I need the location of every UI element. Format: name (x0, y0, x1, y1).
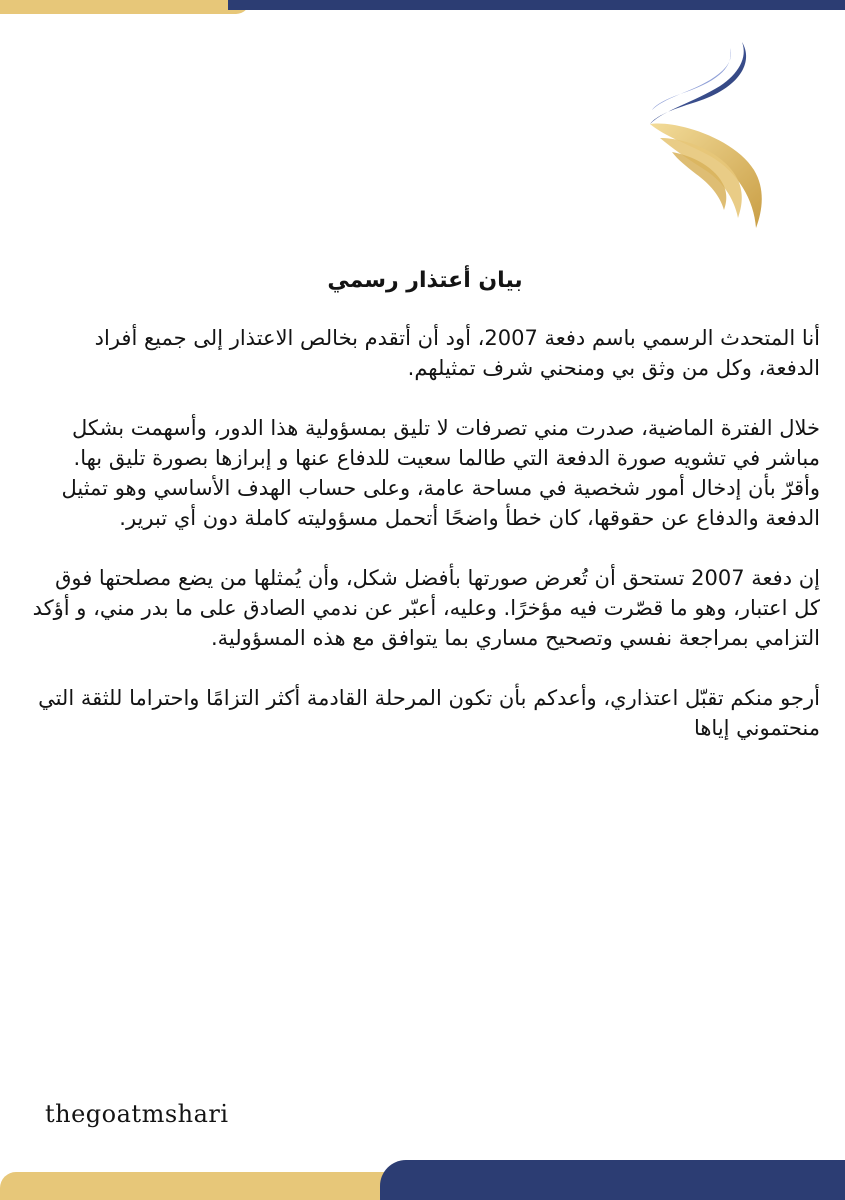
paragraph-1: أنا المتحدث الرسمي باسم دفعة 2007، أود أن أتقدم بخالص الاعتذار إلى جميع أفراد الدفعة، وكل من وثق بي ومنحني شرف تمثيلهم. (94, 326, 820, 380)
swoosh-logo-icon (630, 40, 770, 230)
apology-letter (30, 268, 820, 773)
top-navy-bar (228, 0, 845, 10)
paragraph-2: خلال الفترة الماضية، صدرت مني تصرفات لا تليق بمسؤولية هذا الدور، وأسهمت بشكل مباشر في تشويه صورة الدفعة التي طالما سعيت للدفاع عنها و إبرازها بصورة تليق بها. وأقرّ بأن إدخال أمور شخصية في مساحة عامة، وعلى حساب الهدف الأساسي وهو تمثيل الدفعة والدفاع عن حقوقها، كان خطأ واضحًا أتحمل مسؤوليته كاملة دون أي تبرير. (61, 416, 820, 530)
top-gold-bar (0, 0, 250, 14)
letter-title: بيان أعتذار رسمي (327, 268, 523, 293)
bottom-navy-bar (380, 1160, 845, 1200)
bottom-gold-bar (0, 1172, 405, 1200)
watermark-handle: thegoatmshari (45, 1100, 229, 1128)
paragraph-3: إن دفعة 2007 تستحق أن تُعرض صورتها بأفضل شكل، وأن يُمثلها من يضع مصلحتها فوق كل اعتبار، وهو ما قصّرت فيه مؤخرًا. وعليه، أعبّر عن ندمي الصادق على ما بدر مني، و أؤكد التزامي بمراجعة نفسي وتصحيح مساري بما يتوافق مع هذه المسؤولية. (32, 566, 820, 650)
paragraph-4: أرجو منكم تقبّل اعتذاري، وأعدكم بأن تكون المرحلة القادمة أكثر التزامًا واحتراما للثقة التي منحتموني إياها (38, 686, 820, 740)
